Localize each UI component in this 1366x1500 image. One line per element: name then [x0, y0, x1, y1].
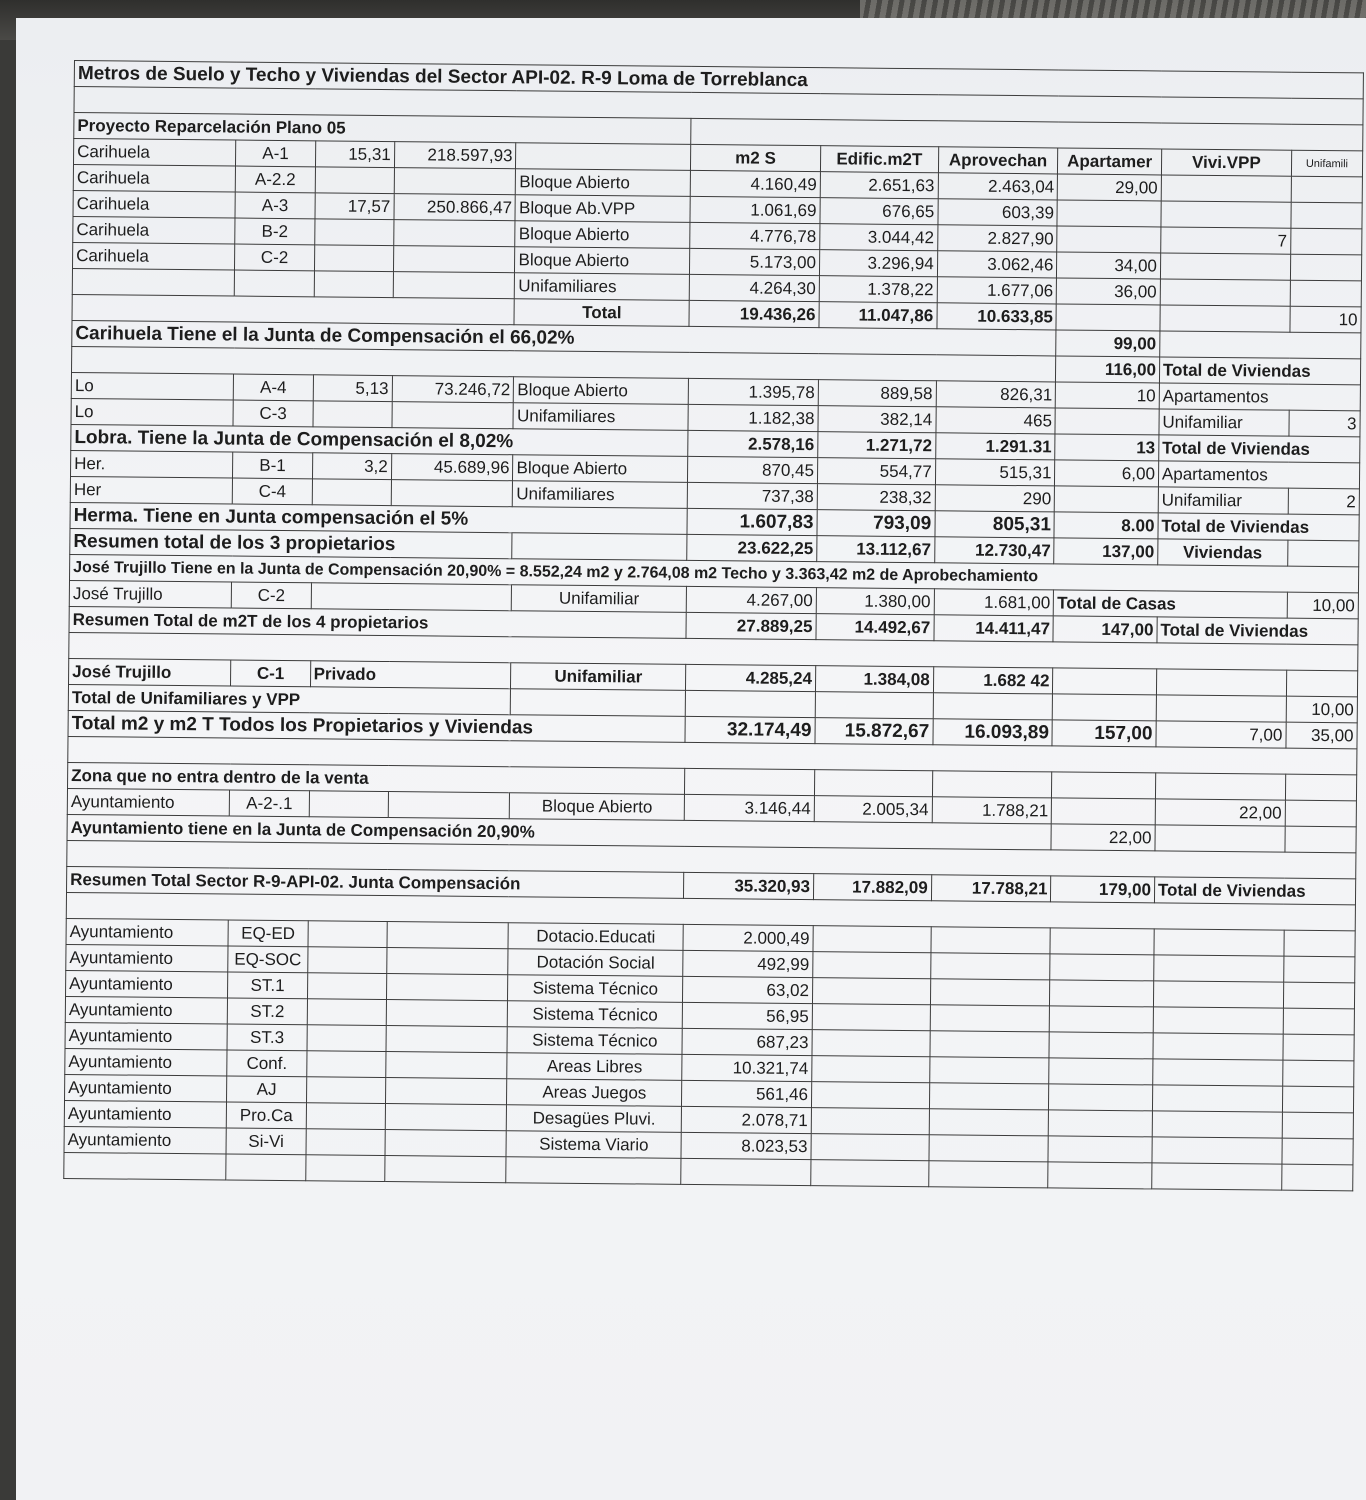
summary-edif: 13.112,67: [817, 536, 935, 563]
ayuntamiento-note: Ayuntamiento tiene en la Junta de Compensación 20,90%: [67, 814, 1052, 849]
type-cell: Desagües Pluvi.: [507, 1105, 682, 1133]
code-cell: AJ: [227, 1076, 306, 1103]
unif-total-label: Total de Unifamiliares y VPP: [68, 684, 511, 714]
code-cell: Pro.Ca: [227, 1102, 306, 1129]
edif-cell: 889,58: [818, 380, 936, 407]
spreadsheet-printout: [62, 60, 1366, 1342]
m2s-cell: 3.146,44: [684, 794, 814, 821]
owner-cell: Ayuntamiento: [65, 996, 228, 1024]
owner-cell: Her.: [71, 450, 234, 478]
owner-cell: Lo: [71, 398, 234, 426]
area-cell: 45.689,96: [391, 454, 513, 481]
summary-aprov: 12.730,47: [934, 537, 1054, 564]
code-cell: Conf.: [227, 1050, 306, 1077]
m2s-cell: 1.395,78: [688, 378, 818, 405]
owner-cell: Ayuntamiento: [66, 944, 229, 972]
total-viviendas-label: Total de Viviendas: [1159, 435, 1360, 463]
area-cell: [394, 168, 516, 195]
unif-cell: [1290, 228, 1361, 255]
m2s-cell: 4.267,00: [686, 586, 816, 613]
code-cell: ST.3: [227, 1024, 306, 1051]
vpp-cell: [1160, 279, 1290, 306]
header-unif: Unifamili: [1291, 150, 1362, 177]
area-cell: 73.246,72: [392, 376, 514, 403]
code-cell: ST.2: [228, 998, 307, 1025]
aprov-cell: 2.827,90: [937, 225, 1057, 252]
aprov-cell: 826,31: [936, 381, 1056, 408]
summary-viviendas-label: Total de Viviendas: [1154, 877, 1355, 905]
header-aprov: Aprovechan: [938, 147, 1058, 174]
total-viviendas-label: Total de Viviendas: [1159, 357, 1360, 385]
owner-cell: Lo: [71, 372, 234, 400]
m2s-cell: 4.285,24: [685, 664, 815, 691]
owner-cell: Ayuntamiento: [65, 1074, 228, 1102]
m2s-cell: 2.078,71: [681, 1106, 811, 1133]
grand-total-aprov: 16.093,89: [933, 719, 1053, 746]
total-edif: 1.271,72: [818, 432, 936, 459]
code-cell: C-1: [231, 660, 310, 687]
apart-cell: 36,00: [1057, 278, 1161, 305]
aprov-cell: 1.677,06: [937, 277, 1057, 304]
vpp-cell: [1161, 201, 1291, 228]
private-cell: Privado: [310, 661, 511, 689]
type-cell: Unifamiliares: [515, 273, 690, 301]
coef-cell: [313, 401, 392, 428]
header-edific: Edific.m2T: [820, 146, 938, 173]
coef-cell: 17,57: [315, 193, 394, 220]
code-cell: [235, 270, 314, 297]
type-cell: Areas Juegos: [507, 1079, 682, 1107]
zona-label: Zona que no entra dentro de la venta: [68, 762, 685, 794]
total-edif: 11.047,86: [819, 302, 937, 329]
owner-cell: Ayuntamiento: [65, 1022, 228, 1050]
type-cell: Sistema Viario: [506, 1131, 681, 1159]
project-heading: Proyecto Reparcelación Plano 05: [74, 113, 691, 145]
m2s-cell: 687,23: [682, 1028, 812, 1055]
aprov-cell: 1.681,00: [934, 589, 1054, 616]
total-viviendas-label: Total de Viviendas: [1158, 513, 1359, 541]
aprov-cell: 2.463,04: [938, 173, 1058, 200]
summary-apart: 137,00: [1054, 538, 1158, 565]
grand-total-edif: 15.872,67: [815, 718, 933, 745]
type-cell: Bloque Abierto: [515, 247, 690, 275]
coef-cell: [312, 479, 391, 506]
apart-cell: 22,00: [1051, 824, 1155, 851]
aprov-cell: 1.788,21: [932, 797, 1052, 824]
code-cell: A-4: [234, 374, 313, 401]
summary-edif: 17.882,09: [813, 874, 931, 901]
apart-label: Apartamentos: [1159, 383, 1360, 411]
m2s-cell: 4.264,30: [689, 274, 819, 301]
casas-value: 10,00: [1287, 592, 1358, 619]
owner-cell: José Trujillo: [69, 580, 232, 608]
total-m2s: 1.607,83: [687, 508, 817, 535]
total-m2s: 19.436,26: [689, 300, 819, 327]
coef-cell: [315, 167, 394, 194]
header-apart: Apartamer: [1058, 148, 1162, 175]
vpp-cell: 22,00: [1155, 799, 1285, 826]
m2s-cell: 492,99: [683, 950, 813, 977]
m2s-cell: 63,02: [682, 976, 812, 1003]
type-cell: Dotación Social: [508, 949, 683, 977]
owner-cell: Ayuntamiento: [66, 918, 229, 946]
vpp-cell: 7: [1161, 227, 1291, 254]
unif-label: Unifamiliar: [1159, 409, 1289, 436]
owner-cell: José Trujillo: [69, 658, 232, 686]
area-cell: [393, 246, 515, 273]
summary-edif: 14.492,67: [816, 614, 934, 641]
owner-cell: Ayuntamiento: [64, 1100, 227, 1128]
edif-cell: 1.380,00: [816, 588, 934, 615]
coef-cell: [314, 271, 393, 298]
paper-sheet: [16, 18, 1366, 1500]
type-cell: Bloque Abierto: [515, 221, 690, 249]
total-apart: 13: [1055, 434, 1159, 461]
aprov-cell: 515,31: [935, 459, 1055, 486]
total-aprov: 805,31: [935, 511, 1055, 538]
aprov-cell: 3.062,46: [937, 251, 1057, 278]
grand-total-apart: 157,00: [1052, 720, 1156, 747]
unif-total-value: 10,00: [1286, 696, 1357, 723]
coef-cell: 5,13: [313, 375, 392, 402]
unif-cell: [1290, 254, 1361, 281]
coef-cell: [314, 245, 393, 272]
code-cell: Si-Vi: [226, 1128, 305, 1155]
code-cell: EQ-ED: [228, 920, 307, 947]
apart-cell: 29,00: [1058, 174, 1162, 201]
m2s-cell: 561,46: [681, 1080, 811, 1107]
type-cell: Unifamiliar: [512, 585, 687, 613]
apart-cell: 34,00: [1057, 252, 1161, 279]
total-apart: 99,00: [1056, 330, 1160, 357]
summary-label: Resumen total de los 3 propietarios: [70, 528, 513, 558]
area-cell: 218.597,93: [394, 142, 516, 169]
m2s-cell: 4.776,78: [690, 222, 820, 249]
type-cell: Bloque Abierto: [513, 455, 688, 483]
type-cell: Areas Libres: [507, 1053, 682, 1081]
type-cell: Unifamiliares: [513, 481, 688, 509]
unif-total-2: 35,00: [1286, 722, 1357, 749]
m2s-cell: 1.182,38: [688, 404, 818, 431]
total-viviendas-value: 116,00: [1056, 356, 1160, 383]
grand-total-m2s: 32.174,49: [685, 716, 815, 743]
area-cell: [393, 272, 515, 299]
total-apart: 8.00: [1054, 512, 1158, 539]
owner-cell: Carihuela: [73, 139, 236, 167]
unif-cell: [1291, 202, 1362, 229]
type-cell: Bloque Ab.VPP: [515, 195, 690, 223]
coef-cell: 15,31: [315, 141, 394, 168]
owner-cell: Ayuntamiento: [67, 788, 230, 816]
m2s-cell: 737,38: [687, 482, 817, 509]
apart-cell: 6,00: [1055, 460, 1159, 487]
land-table: [63, 60, 1364, 1191]
owner-cell: Ayuntamiento: [64, 1126, 227, 1154]
m2s-cell: 4.160,49: [690, 170, 820, 197]
owner-cell: Her: [70, 476, 233, 504]
unif-count: 3: [1289, 410, 1360, 437]
type-cell: Sistema Técnico: [508, 975, 683, 1003]
edif-cell: 3.044,42: [820, 224, 938, 251]
type-cell: Bloque Abierto: [510, 793, 685, 821]
m2s-cell: 10.321,74: [682, 1054, 812, 1081]
unif-cell: [1291, 176, 1362, 203]
casas-label: Total de Casas: [1054, 590, 1288, 618]
ownership-note: Lobra. Tiene la Junta de Compensación el 8,02%: [71, 424, 688, 456]
aprov-cell: 603,39: [938, 199, 1058, 226]
type-cell: Bloque Abierto: [516, 169, 691, 197]
sheet-title: Metros de Suelo y Techo y Viviendas del Sector API-02. R-9 Loma de Torreblanca: [74, 61, 1363, 99]
edif-cell: 238,32: [817, 484, 935, 511]
code-cell: ST.1: [228, 972, 307, 999]
area-cell: [392, 402, 514, 429]
summary-aprov: 17.788,21: [931, 875, 1051, 902]
unif-cell: [1290, 280, 1361, 307]
code-cell: C-2: [235, 244, 314, 271]
coef-cell: [314, 219, 393, 246]
apart-cell: [1057, 226, 1161, 253]
summary-label: Resumen Total de m2T de los 4 propietarios: [69, 606, 686, 638]
summary-label: Resumen Total Sector R-9-API-02. Junta Compensación: [67, 866, 684, 898]
code-cell: A-2.2: [236, 166, 315, 193]
total-unif: 10: [1290, 306, 1361, 333]
owner-cell: Carihuela: [72, 242, 235, 270]
code-cell: A-1: [236, 140, 315, 167]
ownership-note: Herma. Tiene en Junta compensación el 5%: [70, 502, 687, 534]
edif-cell: 3.296,94: [819, 250, 937, 277]
code-cell: A-2-.1: [230, 790, 309, 817]
header-vpp: Vivi.VPP: [1161, 149, 1291, 176]
code-cell: C-3: [233, 400, 312, 427]
area-cell: [393, 220, 515, 247]
code-cell: B-1: [233, 452, 312, 479]
edif-cell: 2.651,63: [820, 172, 938, 199]
type-cell: Dotacio.Educati: [508, 923, 683, 951]
code-cell: C-4: [233, 478, 312, 505]
aprov-cell: 1.682 42: [933, 667, 1053, 694]
code-cell: C-2: [232, 582, 311, 609]
area-cell: [391, 480, 513, 507]
grand-total-label: Total m2 y m2 T Todos los Propietarios y Viviendas: [68, 710, 685, 742]
aprov-cell: 465: [936, 407, 1056, 434]
owner-cell: Carihuela: [73, 190, 236, 218]
type-cell: Sistema Técnico: [507, 1027, 682, 1055]
summary-m2s: 23.622,25: [687, 534, 817, 561]
edif-cell: 676,65: [820, 198, 938, 225]
unif-count: 2: [1288, 488, 1359, 515]
code-cell: A-3: [235, 192, 314, 219]
m2s-cell: 1.061,69: [690, 196, 820, 223]
summary-apart: 147,00: [1053, 616, 1157, 643]
type-cell: Bloque Abierto: [514, 377, 689, 405]
m2s-cell: 5.173,00: [689, 248, 819, 275]
header-m2s: m2 S: [690, 144, 820, 171]
m2s-cell: 870,45: [687, 456, 817, 483]
vpp-total: 7,00: [1156, 721, 1286, 748]
owner-cell: Ayuntamiento: [66, 970, 229, 998]
type-cell: Sistema Técnico: [508, 1001, 683, 1029]
summary-m2s: 35.320,93: [683, 872, 813, 899]
m2s-cell: 8.023,53: [681, 1132, 811, 1159]
summary-aprov: 14.411,47: [934, 615, 1054, 642]
total-edif: 793,09: [817, 510, 935, 537]
unif-label: Unifamiliar: [1158, 487, 1288, 514]
edif-cell: 554,77: [817, 458, 935, 485]
apart-cell: 10: [1056, 382, 1160, 409]
area-cell: 250.866,47: [394, 194, 516, 221]
ownership-note: Carihuela Tiene el la Junta de Compensación el 66,02%: [72, 320, 1057, 355]
summary-viviendas-label: Total de Viviendas: [1157, 617, 1358, 645]
summary-viviendas-label: Viviendas: [1158, 539, 1288, 566]
owner-cell: Ayuntamiento: [65, 1048, 228, 1076]
total-aprov: 10.633,85: [937, 303, 1057, 330]
summary-m2s: 27.889,25: [686, 612, 816, 639]
owner-cell: [72, 268, 235, 296]
edif-cell: 382,14: [818, 406, 936, 433]
code-cell: EQ-SOC: [228, 946, 307, 973]
owner-cell: Carihuela: [73, 164, 236, 192]
code-cell: B-2: [235, 218, 314, 245]
m2s-cell: 2.000,49: [683, 924, 813, 951]
type-cell: Unifamiliares: [513, 403, 688, 431]
apart-cell: [1057, 200, 1161, 227]
total-aprov: 1.291.31: [935, 433, 1055, 460]
jose-note: José Trujillo Tiene en la Junta de Compensación 20,90% = 8.552,24 m2 y 2.764,08 m2 Techo y 3.363,42 m2 de Aprobechamiento: [70, 554, 1359, 592]
vpp-cell: [1161, 175, 1291, 202]
coef-cell: 3,2: [312, 453, 391, 480]
edif-cell: 1.384,08: [815, 666, 933, 693]
summary-apart: 179,00: [1051, 876, 1155, 903]
total-m2s: 2.578,16: [688, 430, 818, 457]
aprov-cell: 290: [935, 485, 1055, 512]
edif-cell: 1.378,22: [819, 276, 937, 303]
owner-cell: Carihuela: [73, 216, 236, 244]
m2s-cell: 56,95: [682, 1002, 812, 1029]
total-label: Total: [514, 299, 689, 327]
type-cell: Unifamiliar: [511, 663, 686, 691]
edif-cell: 2.005,34: [814, 796, 932, 823]
vpp-cell: [1160, 253, 1290, 280]
apart-label: Apartamentos: [1158, 461, 1359, 489]
